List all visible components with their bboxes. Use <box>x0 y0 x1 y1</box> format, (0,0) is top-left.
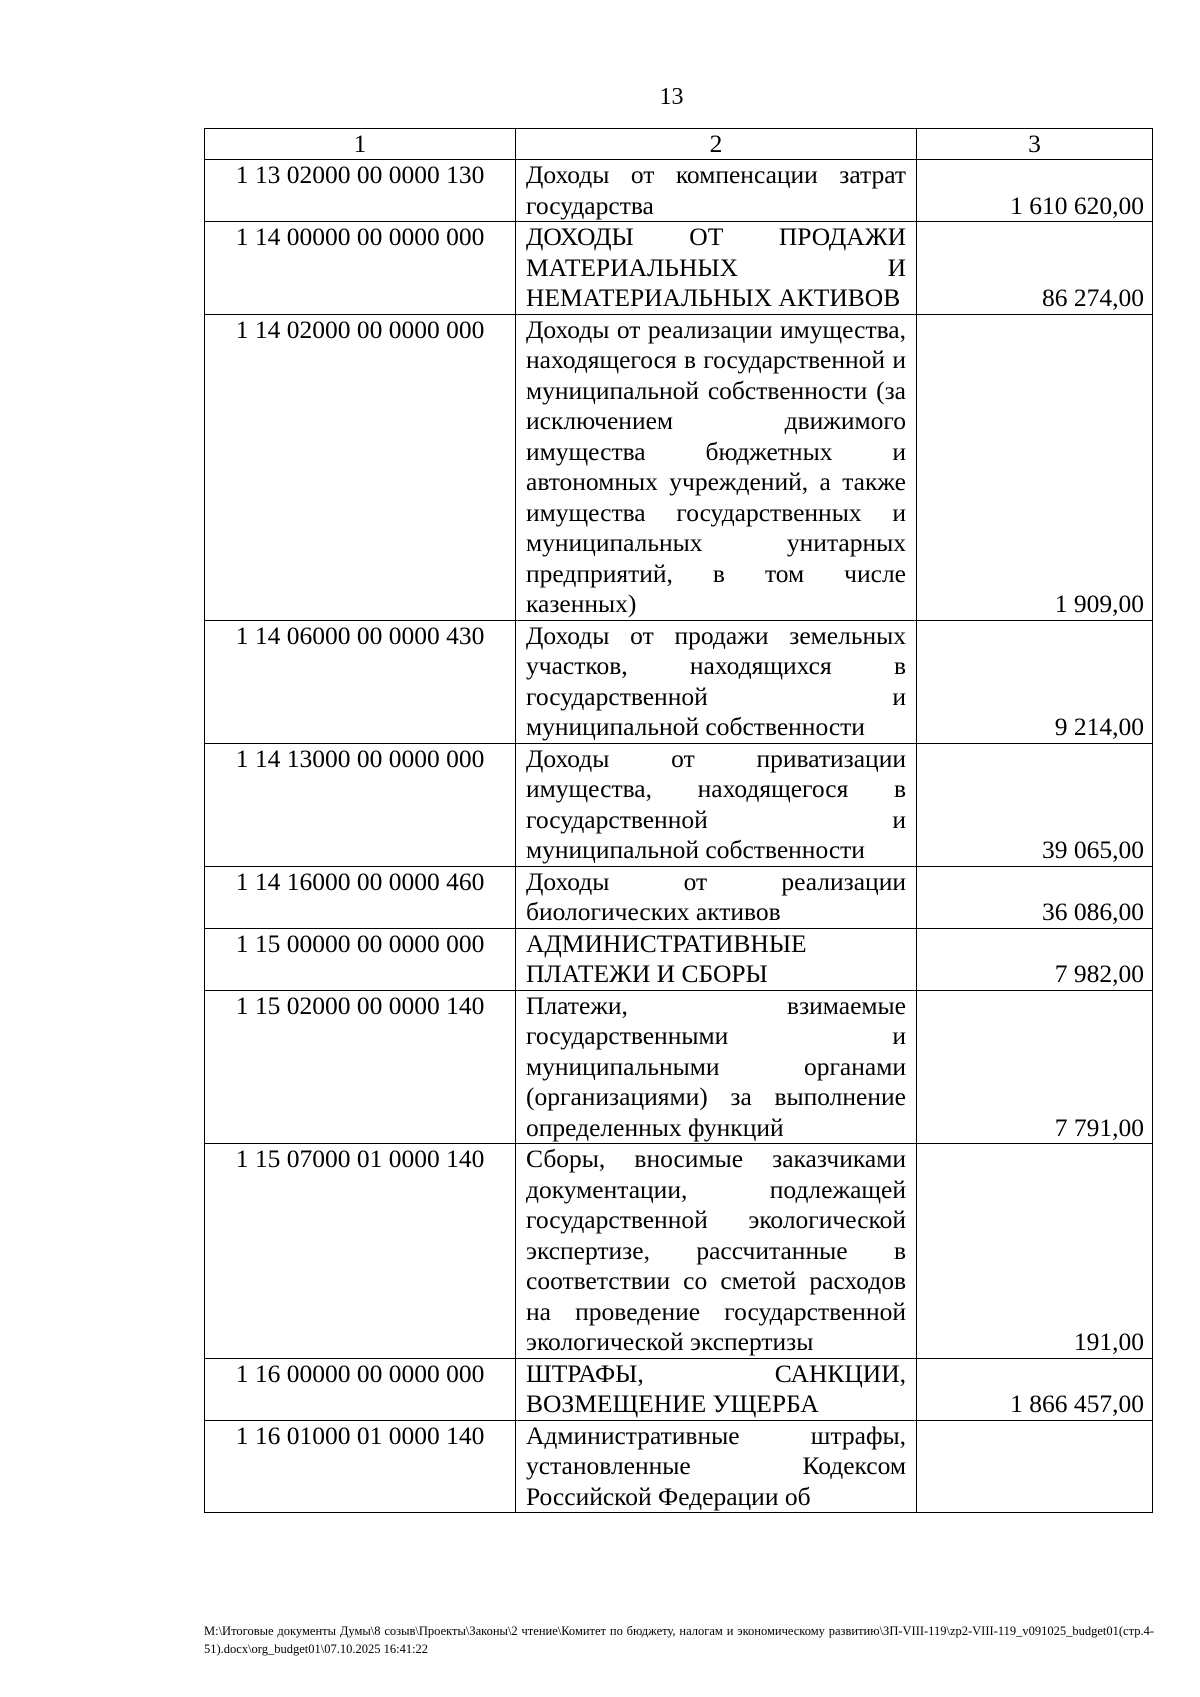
row-name: Платежи, взимаемые государственными и муниципальными органами (организациями) за выполнение определенных функций <box>516 990 917 1144</box>
row-name: Доходы от приватизации имущества, находящегося в государственной и муниципальной собственности <box>516 743 917 866</box>
row-name: Административные штрафы, установленные Кодексом Российской Федерации об <box>516 1420 917 1513</box>
table-row <box>205 743 1153 866</box>
row-code: 1 14 13000 00 0000 000 <box>205 743 516 866</box>
row-amount: 191,00 <box>917 1144 1153 1359</box>
row-name: ШТРАФЫ, САНКЦИИ, ВОЗМЕЩЕНИЕ УЩЕРБА <box>516 1358 917 1420</box>
page-number: 13 <box>659 84 684 110</box>
row-code: 1 15 07000 01 0000 140 <box>205 1144 516 1359</box>
row-name: Доходы от реализации имущества, находящегося в государственной и муниципальной собственности (за исключением движимого имущества бюджетных и автономных учреждений, а также имущества государственных и муниципальных унитарных предприятий, в том числе казенных) <box>516 314 917 620</box>
table-row <box>205 928 1153 990</box>
table-row <box>205 222 1153 315</box>
row-name: ДОХОДЫ ОТ ПРОДАЖИ МАТЕРИАЛЬНЫХ И НЕМАТЕРИАЛЬНЫХ АКТИВОВ <box>516 222 917 315</box>
footer-file-path: M:\Итоговые документы Думы\8 созыв\Проекты\Законы\2 чтение\Комитет по бюджету, налогам и экономическому развитию\ЗП-VIII-119\zp2-VIII-119_v091025_budget01(стр.4-51).docx\org_budget01\07.10.2025 16:41:22 <box>204 1624 1154 1656</box>
budget-revenue-table <box>204 128 1153 1513</box>
table-row <box>205 620 1153 743</box>
table-row <box>205 314 1153 620</box>
row-amount: 7 791,00 <box>917 990 1153 1144</box>
row-code: 1 15 00000 00 0000 000 <box>205 928 516 990</box>
row-code: 1 14 06000 00 0000 430 <box>205 620 516 743</box>
row-code: 1 14 02000 00 0000 000 <box>205 314 516 620</box>
column-header-code: 1 <box>205 129 516 160</box>
table-row <box>205 160 1153 222</box>
row-name: АДМИНИСТРАТИВНЫЕ ПЛАТЕЖИ И СБОРЫ <box>516 928 917 990</box>
column-header-amount: 3 <box>917 129 1153 160</box>
row-name: Доходы от реализации биологических активов <box>516 866 917 928</box>
row-code: 1 15 02000 00 0000 140 <box>205 990 516 1144</box>
row-name: Доходы от компенсации затрат государства <box>516 160 917 222</box>
row-amount: 39 065,00 <box>917 743 1153 866</box>
row-name: Доходы от продажи земельных участков, находящихся в государственной и муниципальной собственности <box>516 620 917 743</box>
row-code: 1 16 01000 01 0000 140 <box>205 1420 516 1513</box>
row-amount <box>917 1420 1153 1513</box>
table-row <box>205 1144 1153 1359</box>
row-amount: 36 086,00 <box>917 866 1153 928</box>
row-amount: 1 610 620,00 <box>917 160 1153 222</box>
column-header-name: 2 <box>516 129 917 160</box>
table-row <box>205 1358 1153 1420</box>
row-code: 1 14 16000 00 0000 460 <box>205 866 516 928</box>
row-code: 1 14 00000 00 0000 000 <box>205 222 516 315</box>
table-row <box>205 990 1153 1144</box>
row-code: 1 13 02000 00 0000 130 <box>205 160 516 222</box>
table-row <box>205 866 1153 928</box>
row-code: 1 16 00000 00 0000 000 <box>205 1358 516 1420</box>
row-amount: 1 866 457,00 <box>917 1358 1153 1420</box>
row-amount: 86 274,00 <box>917 222 1153 315</box>
table-header-row <box>205 129 1153 160</box>
row-amount: 7 982,00 <box>917 928 1153 990</box>
row-name: Сборы, вносимые заказчиками документации, подлежащей государственной экологической экспертизе, рассчитанные в соответствии со сметой расходов на проведение государственной экологической экспертизы <box>516 1144 917 1359</box>
table-row <box>205 1420 1153 1513</box>
row-amount: 1 909,00 <box>917 314 1153 620</box>
row-amount: 9 214,00 <box>917 620 1153 743</box>
